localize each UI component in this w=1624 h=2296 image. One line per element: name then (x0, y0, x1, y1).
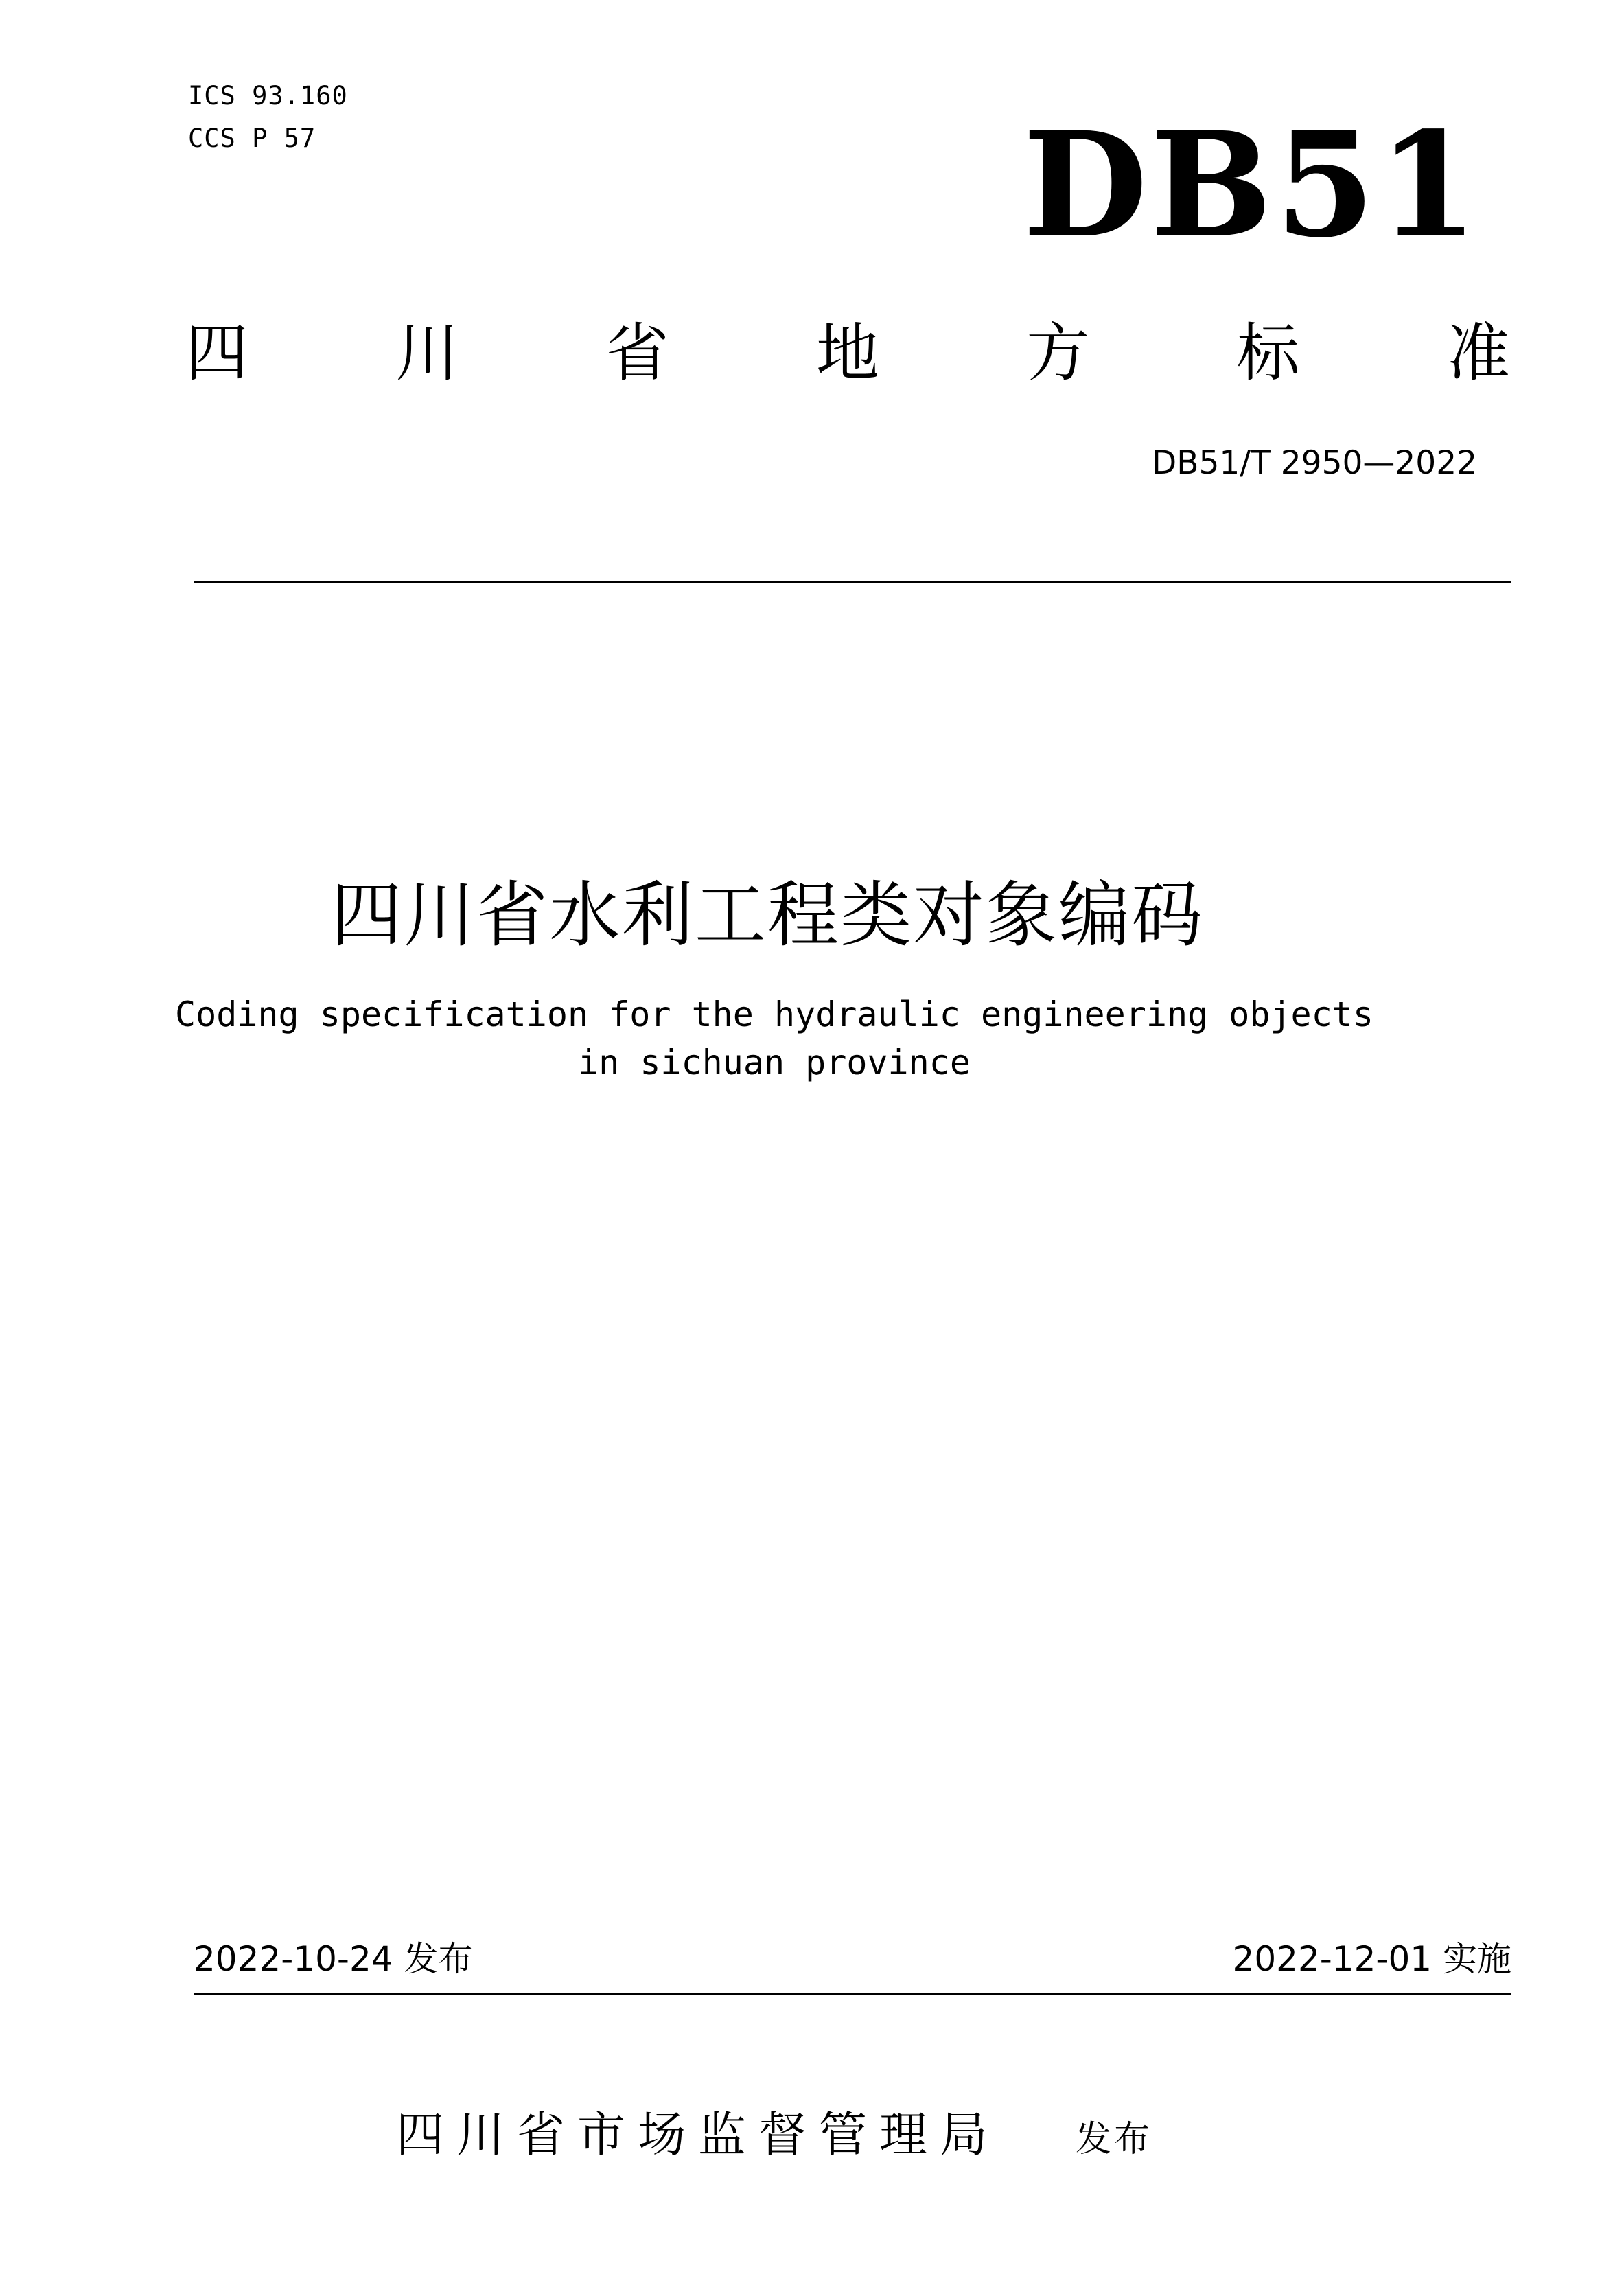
document-title-en-line2: in sichuan province (578, 1043, 971, 1082)
ics-code: ICS 93.160 (188, 81, 348, 111)
implementation-date: 2022-12-01 实施 (1232, 1939, 1511, 1979)
publisher-block (0, 2097, 1624, 2172)
standard-type-char: 标 (1236, 316, 1300, 390)
standard-type-char: 四 (185, 316, 249, 390)
standard-type-heading (185, 312, 1510, 395)
issue-date: 2022-10-24 发布 (194, 1939, 473, 1979)
standard-type-char: 省 (605, 316, 669, 390)
standard-logo: DB51 (1023, 100, 1481, 270)
document-title-en-line1: Coding specification for the hydraulic engineering objects (175, 995, 1373, 1034)
publisher-name: 四川省市场监督管理局 (395, 2107, 1000, 2163)
header-divider (194, 581, 1511, 583)
standard-type-char: 地 (815, 316, 879, 390)
document-title-cn: 四川省水利工程类对象编码 (330, 873, 1204, 957)
standard-type-char: 准 (1446, 316, 1510, 390)
standard-number: DB51/T 2950—2022 (1152, 444, 1477, 482)
standard-type-char: 川 (395, 316, 459, 390)
footer-divider (194, 1993, 1511, 1995)
publish-label: 发布 (1075, 2119, 1152, 2160)
standard-type-char: 方 (1026, 316, 1090, 390)
ccs-code: CCS P 57 (188, 124, 316, 153)
